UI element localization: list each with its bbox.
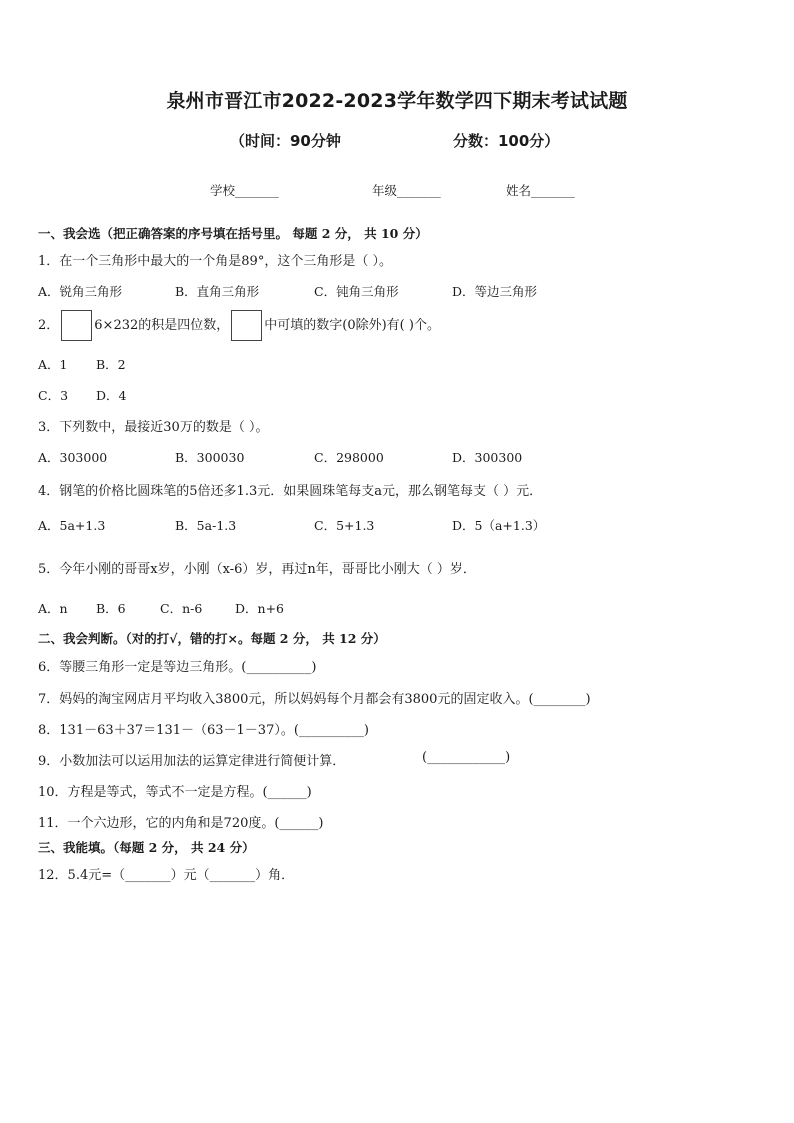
section-heading-fill: 三、我能填。（每题 2 分， 共 24 分）	[38, 840, 255, 855]
q2-number: 2．	[38, 318, 60, 333]
exam-score: 分数：100分）	[453, 132, 560, 150]
q5-option-b[interactable]: B．6	[96, 601, 126, 616]
q2-option-a[interactable]: A．1	[38, 357, 68, 372]
q5-option-d[interactable]: D．n+6	[235, 601, 284, 616]
question-11: 11．一个六边形，它的内角和是720度。(______)	[38, 816, 324, 831]
question-1: 1．在一个三角形中最大的一个角是89°，这个三角形是（ ）。	[38, 254, 392, 269]
q2-option-c[interactable]: C．3	[38, 388, 69, 403]
q2-box-1[interactable]	[61, 310, 92, 341]
question-8: 8．131－63＋37＝131－（63－1－37）。(__________)	[38, 723, 369, 738]
question-12: 12．5.4元=（_______）元（_______）角．	[38, 868, 295, 883]
q3-option-b[interactable]: B．300030	[175, 450, 245, 465]
q2-box-2[interactable]	[231, 310, 262, 341]
question-4: 4．钢笔的价格比圆珠笔的5倍还多1.3元．如果圆珠笔每支a元，那么钢笔每支（ ）元．	[38, 484, 543, 499]
question-6: 6．等腰三角形一定是等边三角形。(__________)	[38, 660, 317, 675]
question-9: 9．小数加法可以运用加法的运算定律进行简便计算．	[38, 754, 346, 769]
q2-end-text: 中可填的数字(0除外)有( )个。	[264, 318, 440, 333]
q9-answer-blank[interactable]: (____________)	[422, 750, 511, 765]
q5-option-a[interactable]: A．n	[38, 601, 68, 616]
q4-option-b[interactable]: B．5a-1.3	[175, 518, 237, 533]
question-7: 7．妈妈的淘宝网店月平均收入3800元，所以妈妈每个月都会有3800元的固定收入。(________)	[38, 692, 591, 707]
question-10: 10．方程是等式，等式不一定是方程。(______)	[38, 785, 312, 800]
q2-option-b[interactable]: B．2	[96, 357, 126, 372]
q3-option-c[interactable]: C．298000	[314, 450, 384, 465]
section-heading-choice: 一、我会选（把正确答案的序号填在括号里。 每题 2 分， 共 10 分）	[38, 226, 428, 241]
q4-option-d[interactable]: D．5（a+1.3）	[452, 518, 546, 533]
q1-option-a[interactable]: A．锐角三角形	[38, 284, 123, 299]
question-3: 3．下列数中，最接近30万的数是（ ）。	[38, 420, 269, 435]
q3-option-d[interactable]: D．300300	[452, 450, 523, 465]
exam-time: （时间：90分钟	[230, 132, 341, 150]
q5-option-c[interactable]: C．n-6	[160, 601, 203, 616]
q2-middle-text: 6×232的积是四位数，	[94, 318, 230, 333]
grade-field[interactable]: 年级_______	[372, 183, 441, 198]
q4-option-a[interactable]: A．5a+1.3	[38, 518, 106, 533]
q3-option-a[interactable]: A．303000	[38, 450, 108, 465]
q1-option-c[interactable]: C．钝角三角形	[314, 284, 399, 299]
section-heading-judge: 二、我会判断。（对的打√，错的打×。每题 2 分， 共 12 分）	[38, 631, 386, 646]
name-field[interactable]: 姓名_______	[506, 183, 575, 198]
school-field[interactable]: 学校_______	[210, 183, 279, 198]
q2-option-d[interactable]: D．4	[96, 388, 127, 403]
question-5: 5．今年小刚的哥哥x岁，小刚（x-6）岁，再过n年，哥哥比小刚大（ ）岁．	[38, 562, 476, 577]
page-title: 泉州市晋江市2022-2023学年数学四下期末考试试题	[166, 90, 628, 112]
q1-option-b[interactable]: B．直角三角形	[175, 284, 260, 299]
q4-option-c[interactable]: C．5+1.3	[314, 518, 375, 533]
q1-option-d[interactable]: D．等边三角形	[452, 284, 538, 299]
question-2	[38, 310, 440, 341]
